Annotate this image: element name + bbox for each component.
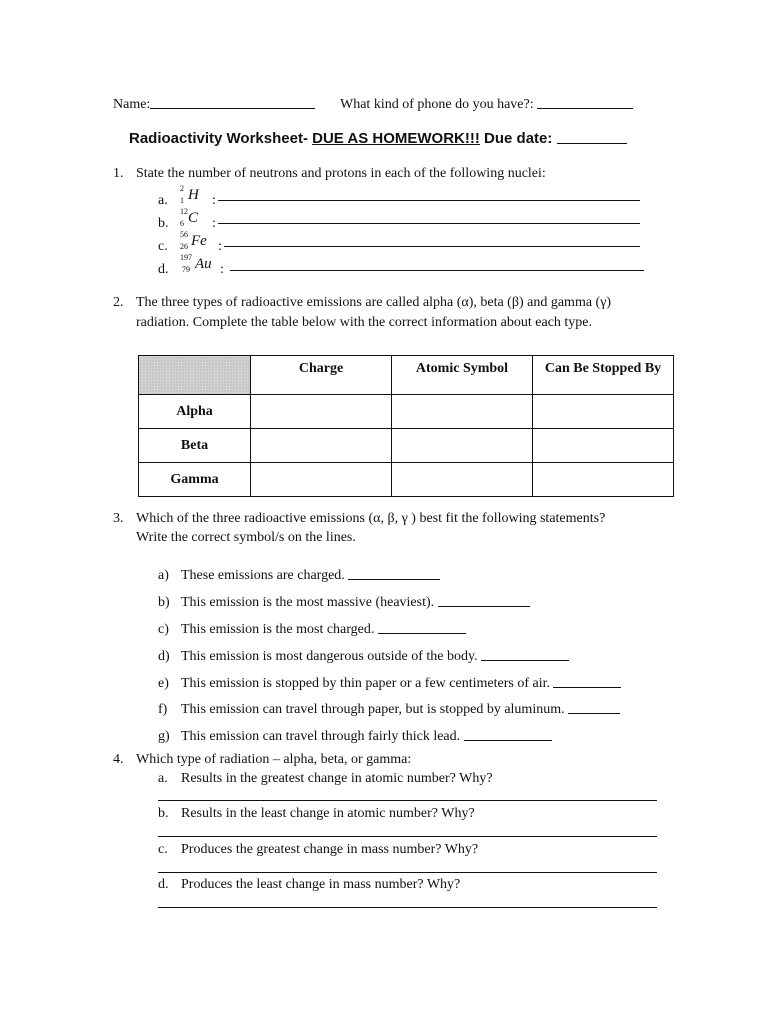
q3-item-e (158, 673, 621, 692)
q4-text: Which type of radiation – alpha, beta, or gamma: (136, 752, 412, 767)
q4-item-text: Results in the greatest change in atomic number? Why? (181, 771, 493, 786)
q3-item-letter: d) (158, 649, 170, 664)
q4-item-text: Produces the greatest change in mass number? Why? (181, 842, 479, 857)
q3-item-g (158, 726, 552, 745)
table-row-label-beta: Beta (139, 429, 251, 463)
title-prefix: Radioactivity Worksheet- (129, 130, 313, 147)
table-cell[interactable] (251, 463, 392, 497)
q4-item-text: Produces the least change in mass number? Why? (181, 877, 461, 892)
table-row (139, 429, 674, 463)
q3-item-letter: g) (158, 729, 170, 744)
q4-item-letter: a. (158, 771, 168, 786)
q3-item-text: This emission is stopped by thin paper or a few centimeters of air. (181, 676, 550, 691)
table-header-atomic-symbol: Atomic Symbol (392, 356, 533, 395)
q3-item-letter: c) (158, 622, 169, 637)
q3-text-line2: Write the correct symbol/s on the lines. (136, 530, 356, 545)
nuclide-h: 2 1 H (180, 184, 199, 205)
q1-answer-line-a[interactable] (218, 200, 640, 201)
q3-answer-blank-c[interactable] (378, 619, 466, 634)
q3-answer-blank-e[interactable] (553, 673, 621, 688)
table-row (139, 463, 674, 497)
q3-item-d (158, 646, 569, 665)
q3-item-text: This emission is the most massive (heaviest). (181, 595, 435, 610)
table-cell[interactable] (251, 429, 392, 463)
q4-answer-line-c[interactable] (158, 872, 657, 873)
q3-item-letter: b) (158, 595, 170, 610)
q1-answer-line-b[interactable] (218, 223, 640, 224)
worksheet-title (129, 130, 627, 147)
q3-answer-blank-d[interactable] (481, 646, 569, 661)
q1-number: 1. (113, 166, 124, 181)
q4-item-d (158, 877, 460, 893)
q1-item-letter: d. (158, 262, 169, 277)
q1-item-c: c. 56 26 Fe : (158, 230, 222, 254)
phone-blank[interactable] (537, 94, 633, 109)
q1-item-b: b. 12 6 C : (158, 207, 216, 231)
q1-text: State the number of neutrons and protons in each of the following nuclei: (136, 166, 546, 181)
q3-item-text: This emission can travel through fairly thick lead. (181, 729, 461, 744)
nuclide-fe: 56 26 Fe (180, 230, 207, 251)
q1-item-d: d. 197 79 Au : (158, 253, 224, 277)
q1-item-letter: c. (158, 239, 168, 254)
phone-label: What kind of phone do you have?: (340, 97, 534, 112)
table-header-stopped-by: Can Be Stopped By (533, 356, 674, 395)
q4-item-c (158, 842, 478, 858)
q4-item-letter: c. (158, 842, 168, 857)
q3-item-c (158, 619, 466, 638)
q4-item-text: Results in the least change in atomic number? Why? (181, 806, 475, 821)
emissions-table (138, 355, 674, 497)
table-cell[interactable] (533, 395, 674, 429)
q1-item-letter: b. (158, 216, 169, 231)
q1-answer-line-c[interactable] (224, 246, 640, 247)
q3-answer-blank-a[interactable] (348, 565, 440, 580)
q3-item-letter: a) (158, 568, 169, 583)
q3-item-text: This emission can travel through paper, but is stopped by aluminum. (181, 702, 565, 717)
q1-answer-line-d[interactable] (230, 270, 644, 271)
name-field (113, 94, 315, 113)
q3-item-b (158, 592, 530, 611)
q4-item-b (158, 806, 475, 822)
title-due-homework: DUE AS HOMEWORK!!! (312, 130, 480, 147)
q4-item-a (158, 771, 493, 787)
nuclide-au: 197 79 Au (180, 253, 212, 274)
q3-item-text: These emissions are charged. (181, 568, 345, 583)
table-cell[interactable] (251, 395, 392, 429)
q3-item-letter: e) (158, 676, 169, 691)
q3-answer-blank-f[interactable] (568, 699, 620, 714)
table-row (139, 395, 674, 429)
q1-item-letter: a. (158, 193, 168, 208)
nuclide-c: 12 6 C (180, 207, 199, 228)
q3-item-letter: f) (158, 702, 168, 717)
name-blank[interactable] (150, 94, 315, 109)
table-cell[interactable] (392, 429, 533, 463)
table-header-charge: Charge (251, 356, 392, 395)
q3-number: 3. (113, 511, 124, 526)
q4-number: 4. (113, 752, 124, 767)
table-cell[interactable] (533, 463, 674, 497)
table-row-label-gamma: Gamma (139, 463, 251, 497)
title-due-date: Due date: (479, 130, 553, 147)
q2-text-line2: radiation. Complete the table below with the correct information about each type. (136, 315, 593, 330)
table-cell[interactable] (392, 395, 533, 429)
table-row-label-alpha: Alpha (139, 395, 251, 429)
q3-answer-blank-b[interactable] (438, 592, 530, 607)
q3-item-a (158, 565, 440, 584)
due-date-blank[interactable] (557, 130, 627, 144)
q3-text-line1: Which of the three radioactive emissions (α, β, γ ) best fit the following statements? (136, 511, 606, 526)
q3-item-text: This emission is the most charged. (181, 622, 375, 637)
table-cell[interactable] (392, 463, 533, 497)
q2-number: 2. (113, 295, 124, 310)
phone-field (340, 94, 633, 113)
table-corner-cell (139, 356, 251, 395)
q3-item-f (158, 699, 620, 718)
q2-text-line1: The three types of radioactive emissions are called alpha (α), beta (β) and gamma (γ) (136, 295, 612, 310)
table-header-row (139, 356, 674, 395)
q4-answer-line-a[interactable] (158, 800, 657, 801)
q4-item-letter: d. (158, 877, 169, 892)
q3-item-text: This emission is most dangerous outside of the body. (181, 649, 478, 664)
q4-item-letter: b. (158, 806, 169, 821)
q3-answer-blank-g[interactable] (464, 726, 552, 741)
q4-answer-line-d[interactable] (158, 907, 657, 908)
name-label: Name: (113, 97, 151, 112)
q1-item-a: a. 2 1 H : (158, 184, 216, 208)
table-cell[interactable] (533, 429, 674, 463)
q4-answer-line-b[interactable] (158, 836, 657, 837)
